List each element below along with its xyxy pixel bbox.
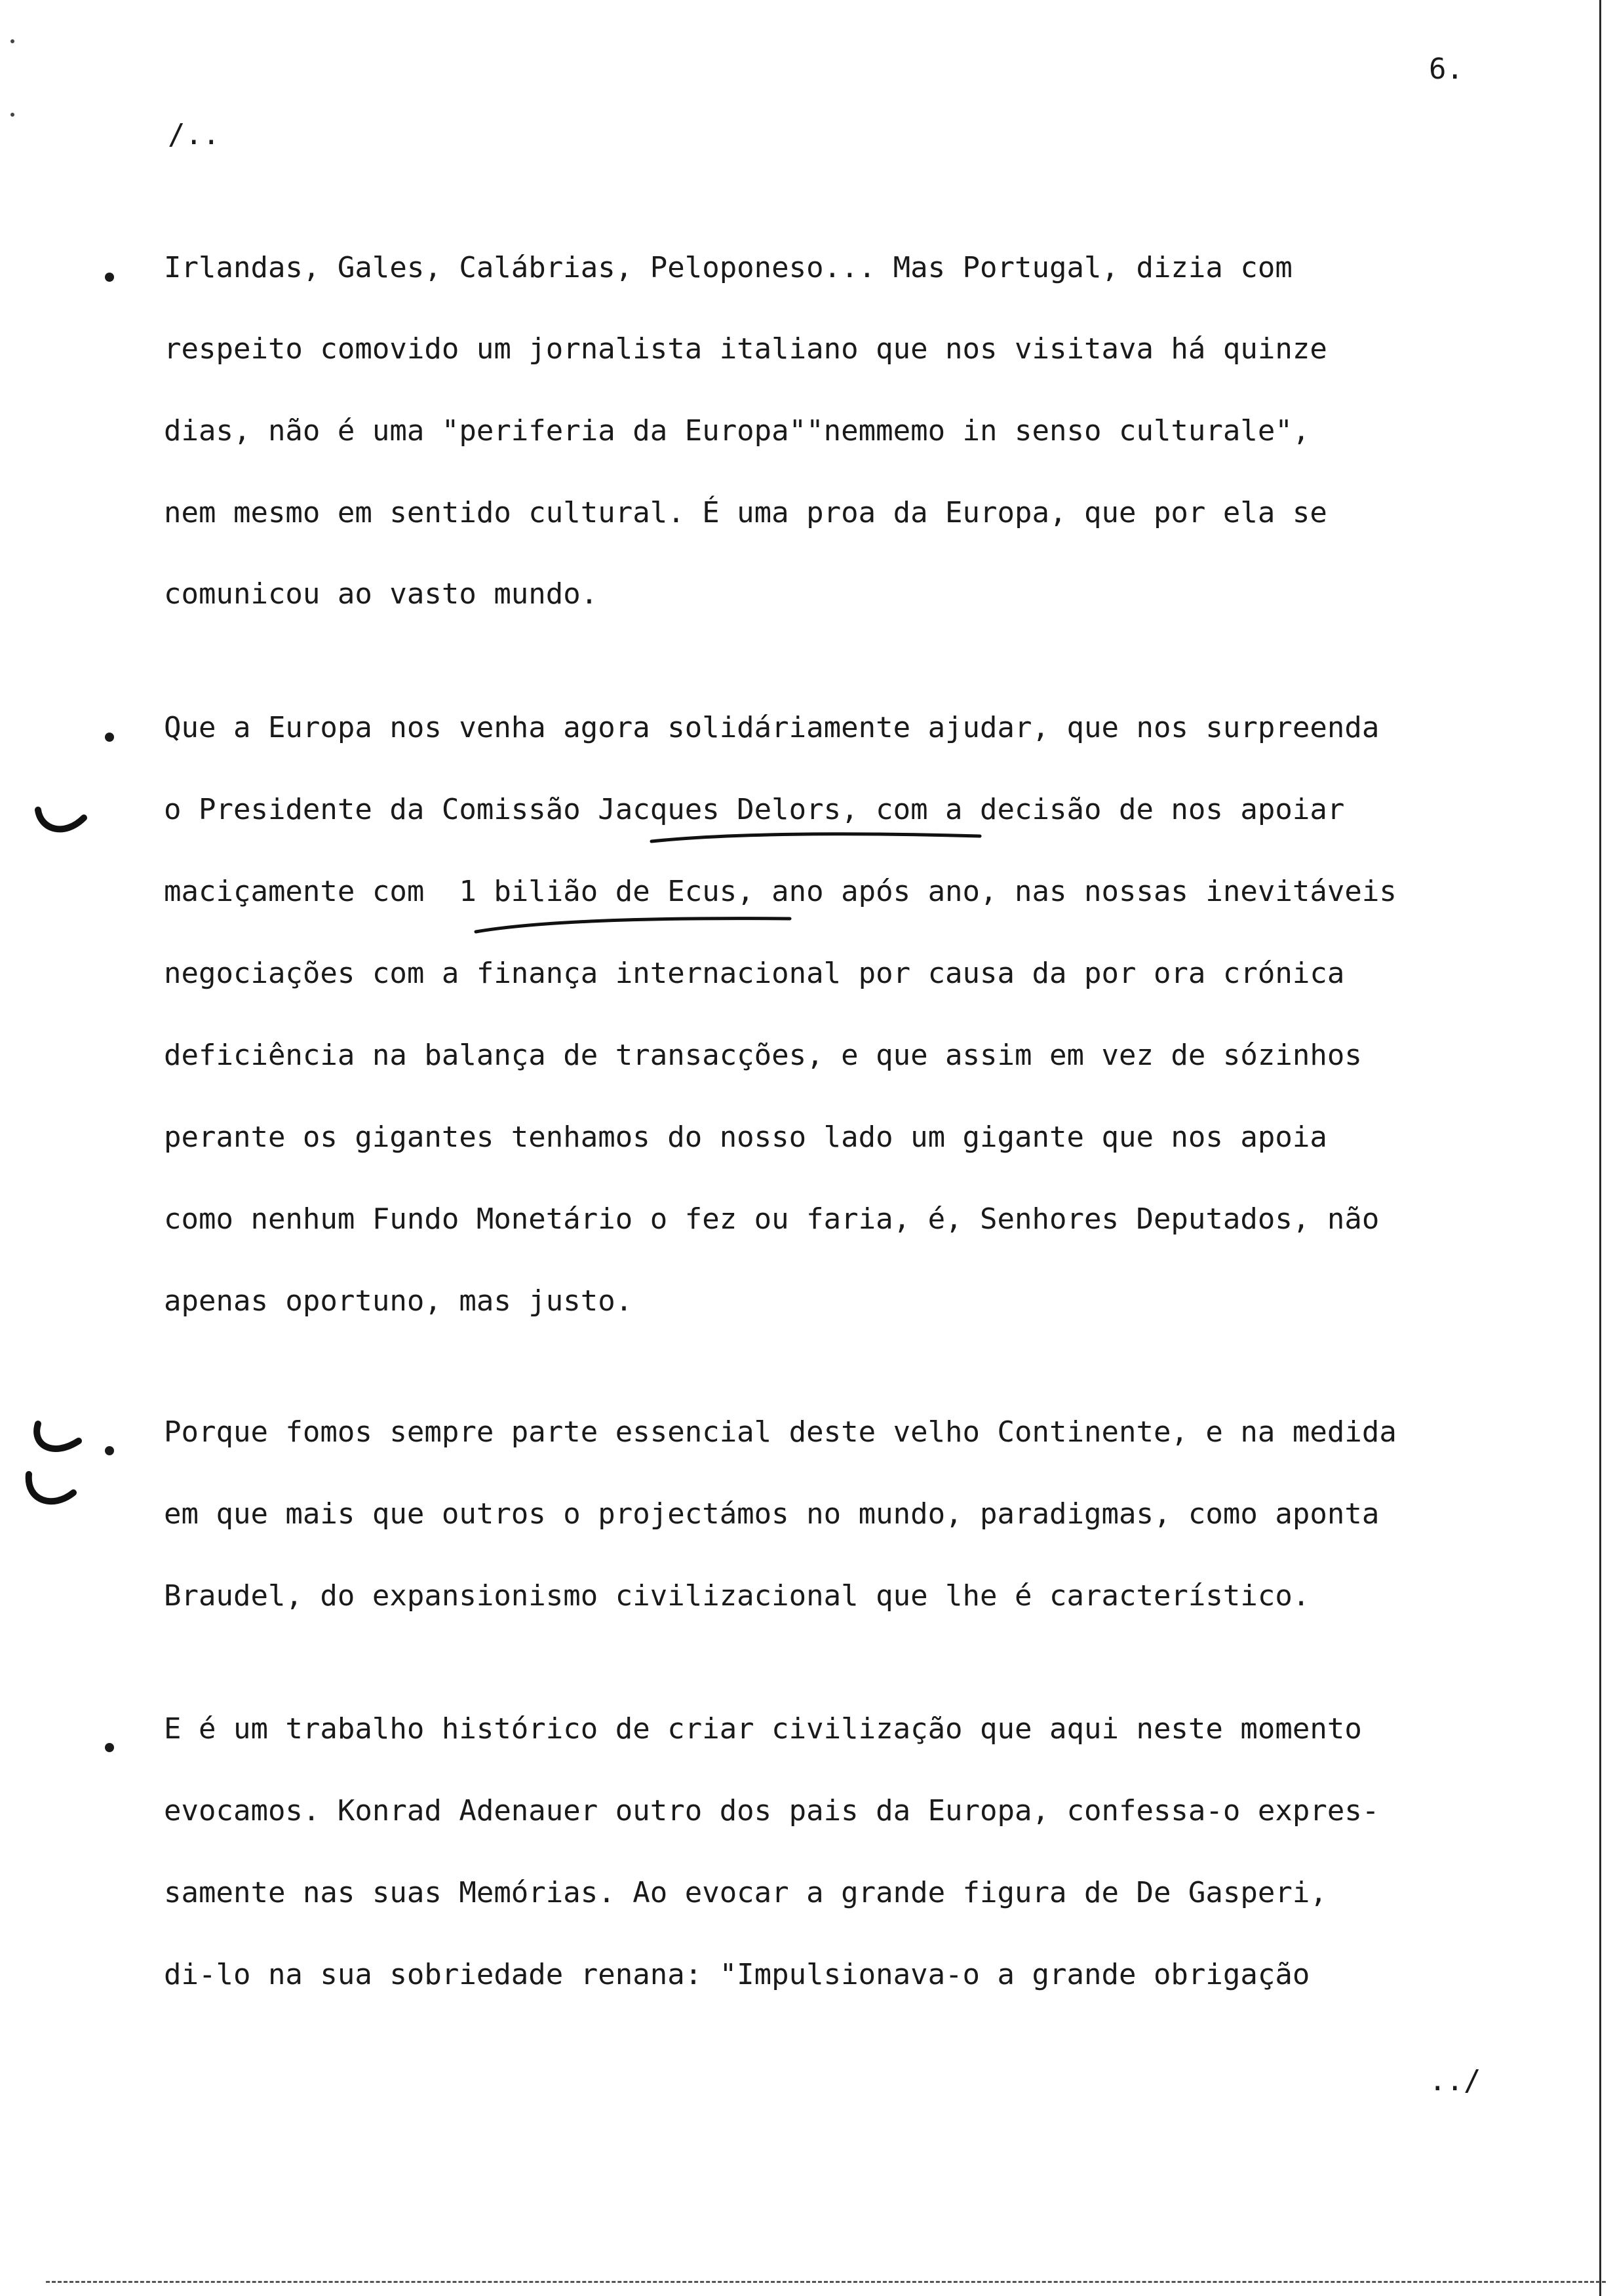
continuation-mark-top: /.. <box>168 118 220 151</box>
text-line: dias, não é uma "periferia da Europa""nemmemo in senso culturale", <box>164 414 1310 448</box>
text-line: maciçamente com 1 bilião de Ecus, ano após ano, nas nossas inevitáveis <box>164 875 1397 908</box>
text-line: apenas oportuno, mas justo. <box>164 1284 633 1318</box>
page-number: 6. <box>1429 52 1464 86</box>
text-line: nem mesmo em sentido cultural. É uma proa da Europa, que por ela se <box>164 496 1327 529</box>
page-bottom-edge <box>46 2281 1606 2283</box>
text-line: deficiência na balança de transacções, e que assim em vez de sózinhos <box>164 1039 1362 1072</box>
paragraph-bullet <box>105 1446 114 1455</box>
paragraph-bullet <box>105 733 114 742</box>
text-line: samente nas suas Memórias. Ao evocar a grande figura de De Gasperi, <box>164 1876 1327 1909</box>
margin-check-mark <box>26 1419 85 1471</box>
text-line: Porque fomos sempre parte essencial deste velho Continente, e na medida <box>164 1415 1397 1449</box>
margin-check-mark <box>31 798 90 844</box>
continuation-mark-bottom: ../ <box>1429 2064 1481 2097</box>
stray-mark <box>10 39 14 43</box>
margin-check-mark <box>20 1468 79 1520</box>
text-line: Braudel, do expansionismo civilizacional que lhe é característico. <box>164 1579 1310 1613</box>
text-line: comunicou ao vasto mundo. <box>164 577 598 611</box>
text-line: em que mais que outros o projectámos no mundo, paradigmas, como aponta <box>164 1497 1380 1531</box>
page-right-edge <box>1599 0 1601 2296</box>
stray-mark <box>10 113 14 117</box>
text-line: di-lo na sua sobriedade renana: "Impulsionava-o a grande obrigação <box>164 1958 1310 1991</box>
paragraph-bullet <box>105 273 114 282</box>
text-line: E é um trabalho histórico de criar civilização que aqui neste momento <box>164 1712 1362 1746</box>
handwritten-underline <box>649 827 983 847</box>
text-line: perante os gigantes tenhamos do nosso lado um gigante que nos apoia <box>164 1120 1327 1154</box>
text-line: o Presidente da Comissão Jacques Delors, com a decisão de nos apoiar <box>164 793 1345 826</box>
text-line: Irlandas, Gales, Calábrias, Peloponeso... Mas Portugal, dizia com <box>164 251 1293 284</box>
text-line: como nenhum Fundo Monetário o fez ou faria, é, Senhores Deputados, não <box>164 1202 1380 1236</box>
text-line: evocamos. Konrad Adenauer outro dos pais da Europa, confessa-o expres- <box>164 1794 1380 1827</box>
text-line: negociações com a finança internacional por causa da por ora crónica <box>164 957 1345 990</box>
paragraph-bullet <box>105 1743 114 1752</box>
handwritten-underline <box>472 912 793 936</box>
text-line: Que a Europa nos venha agora solidáriamente ajudar, que nos surpreenda <box>164 711 1380 744</box>
text-line: respeito comovido um jornalista italiano que nos visitava há quinze <box>164 332 1327 366</box>
